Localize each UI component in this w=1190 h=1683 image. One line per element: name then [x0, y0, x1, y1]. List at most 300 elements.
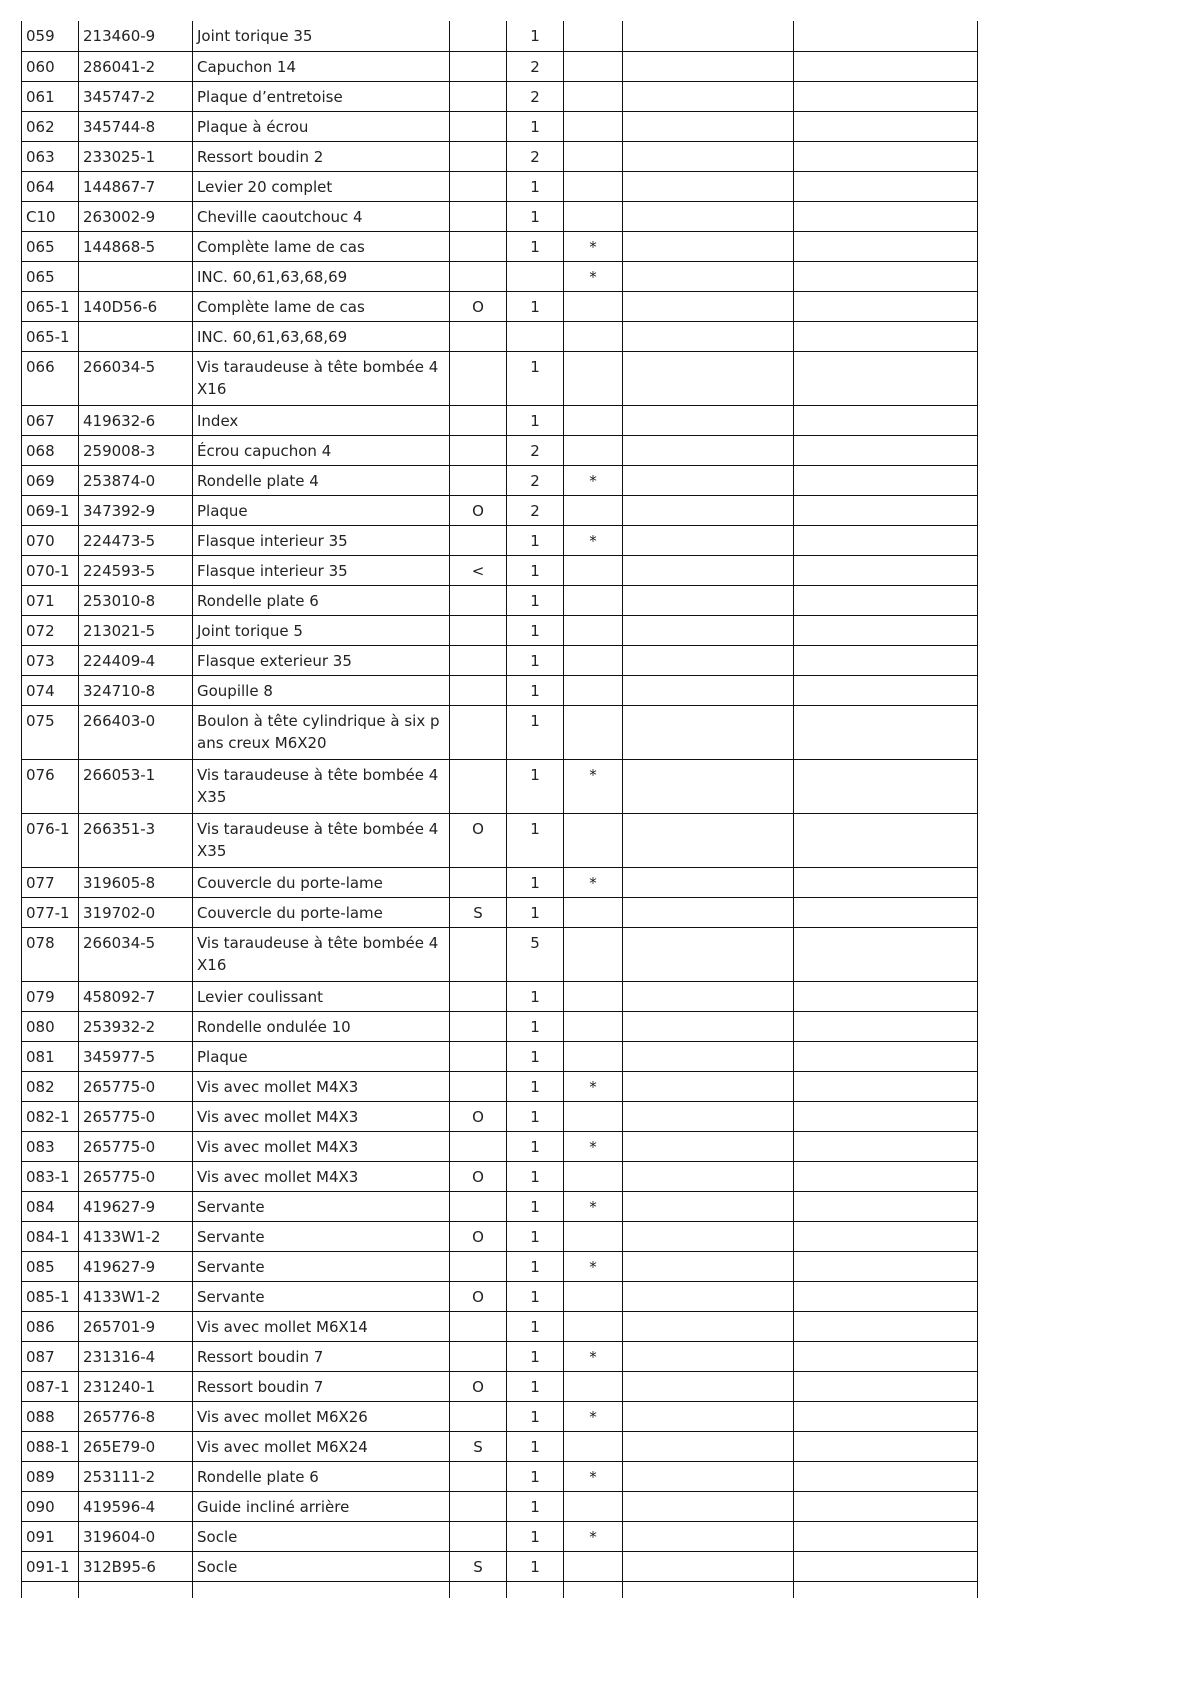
cell-empty-b	[794, 21, 978, 51]
cell-part-number: 144867-7	[79, 171, 193, 201]
cell-part-number: 224593-5	[79, 555, 193, 585]
cell-item-number: 059	[22, 21, 79, 51]
cell-item-number: 078	[22, 927, 79, 981]
cell-item-number: 085-1	[22, 1281, 79, 1311]
cell-item-number: 070-1	[22, 555, 79, 585]
cell-empty	[507, 1581, 564, 1598]
cell-part-number: 266034-5	[79, 927, 193, 981]
cell-star-mark	[564, 1491, 623, 1521]
cell-item-number: 083-1	[22, 1161, 79, 1191]
cell-description: Flasque exterieur 35	[193, 645, 450, 675]
cell-empty-b	[794, 705, 978, 759]
cell-item-number: 076-1	[22, 813, 79, 867]
cell-star-mark	[564, 201, 623, 231]
cell-quantity: 1	[507, 1461, 564, 1491]
cell-description: Vis avec mollet M4X3	[193, 1071, 450, 1101]
cell-empty-a	[623, 1131, 794, 1161]
cell-star-mark	[564, 675, 623, 705]
cell-empty-b	[794, 675, 978, 705]
cell-description: Vis taraudeuse à tête bombée 4X16	[193, 351, 450, 405]
cell-note-mark	[450, 1011, 507, 1041]
cell-note-mark: O	[450, 1221, 507, 1251]
cell-item-number: 060	[22, 51, 79, 81]
cell-description: Joint torique 5	[193, 615, 450, 645]
cell-description: INC. 60,61,63,68,69	[193, 321, 450, 351]
cell-empty-b	[794, 1341, 978, 1371]
cell-part-number: 419632-6	[79, 405, 193, 435]
cell-note-mark	[450, 351, 507, 405]
cell-part-number	[79, 261, 193, 291]
cell-empty	[22, 1581, 79, 1598]
table-row	[22, 1401, 978, 1431]
cell-description: Vis avec mollet M6X24	[193, 1431, 450, 1461]
cell-quantity: 1	[507, 201, 564, 231]
cell-empty-a	[623, 1071, 794, 1101]
cell-part-number: 286041-2	[79, 51, 193, 81]
cell-empty-a	[623, 1521, 794, 1551]
table-row	[22, 1041, 978, 1071]
cell-part-number: 345747-2	[79, 81, 193, 111]
table-row	[22, 1191, 978, 1221]
cell-item-number: 069-1	[22, 495, 79, 525]
cell-star-mark	[564, 1011, 623, 1041]
cell-star-mark: *	[564, 231, 623, 261]
cell-empty-a	[623, 759, 794, 813]
cell-empty-b	[794, 51, 978, 81]
cell-description: Vis avec mollet M4X3	[193, 1161, 450, 1191]
cell-star-mark: *	[564, 1461, 623, 1491]
cell-part-number: 253010-8	[79, 585, 193, 615]
table-row	[22, 261, 978, 291]
cell-empty-b	[794, 201, 978, 231]
cell-note-mark: O	[450, 813, 507, 867]
cell-quantity: 2	[507, 81, 564, 111]
cell-part-number: 319604-0	[79, 1521, 193, 1551]
table-row	[22, 171, 978, 201]
cell-empty-b	[794, 759, 978, 813]
cell-description: Index	[193, 405, 450, 435]
table-row	[22, 291, 978, 321]
cell-part-number: 266053-1	[79, 759, 193, 813]
table-row	[22, 1131, 978, 1161]
cell-quantity: 1	[507, 585, 564, 615]
cell-empty	[450, 1581, 507, 1598]
cell-description: Plaque à écrou	[193, 111, 450, 141]
cell-empty-a	[623, 405, 794, 435]
table-row	[22, 231, 978, 261]
cell-description: Levier 20 complet	[193, 171, 450, 201]
cell-star-mark: *	[564, 1401, 623, 1431]
cell-quantity: 1	[507, 675, 564, 705]
cell-empty-a	[623, 1461, 794, 1491]
cell-description: Vis taraudeuse à tête bombée 4X35	[193, 813, 450, 867]
cell-empty-a	[623, 1551, 794, 1581]
cell-empty-b	[794, 1401, 978, 1431]
cell-note-mark	[450, 585, 507, 615]
cell-empty-b	[794, 1431, 978, 1461]
cell-item-number: 077-1	[22, 897, 79, 927]
cell-note-mark	[450, 1341, 507, 1371]
cell-empty-b	[794, 1251, 978, 1281]
cell-quantity: 1	[507, 555, 564, 585]
cell-item-number: 073	[22, 645, 79, 675]
cell-quantity: 1	[507, 1311, 564, 1341]
cell-star-mark	[564, 1221, 623, 1251]
table-row	[22, 1101, 978, 1131]
table-row	[22, 51, 978, 81]
cell-part-number: 347392-9	[79, 495, 193, 525]
cell-description: Couvercle du porte-lame	[193, 897, 450, 927]
cell-description: Ressort boudin 2	[193, 141, 450, 171]
cell-item-number: 071	[22, 585, 79, 615]
table-row	[22, 927, 978, 981]
cell-note-mark	[450, 1461, 507, 1491]
table-row	[22, 1221, 978, 1251]
cell-empty-a	[623, 525, 794, 555]
cell-note-mark	[450, 759, 507, 813]
cell-quantity: 2	[507, 141, 564, 171]
cell-quantity: 1	[507, 525, 564, 555]
cell-note-mark	[450, 675, 507, 705]
cell-description: Levier coulissant	[193, 981, 450, 1011]
cell-empty-b	[794, 927, 978, 981]
cell-empty-a	[623, 1371, 794, 1401]
table-row	[22, 645, 978, 675]
cell-part-number: 312B95-6	[79, 1551, 193, 1581]
cell-empty-a	[623, 465, 794, 495]
cell-note-mark	[450, 1041, 507, 1071]
cell-empty-b	[794, 465, 978, 495]
cell-empty-a	[623, 1101, 794, 1131]
table-row	[22, 201, 978, 231]
cell-empty-b	[794, 171, 978, 201]
cell-part-number: 265775-0	[79, 1101, 193, 1131]
cell-note-mark: O	[450, 1281, 507, 1311]
table-row	[22, 21, 978, 51]
cell-description: Rondelle plate 6	[193, 585, 450, 615]
table-row	[22, 1281, 978, 1311]
cell-description: Ressort boudin 7	[193, 1341, 450, 1371]
cell-empty-a	[623, 21, 794, 51]
cell-description: Complète lame de cas	[193, 291, 450, 321]
cell-part-number: 213460-9	[79, 21, 193, 51]
cell-empty-a	[623, 1311, 794, 1341]
cell-quantity: 1	[507, 1071, 564, 1101]
cell-empty-b	[794, 1161, 978, 1191]
cell-quantity: 1	[507, 21, 564, 51]
cell-description: Servante	[193, 1221, 450, 1251]
cell-quantity: 1	[507, 231, 564, 261]
cell-star-mark	[564, 291, 623, 321]
cell-quantity: 1	[507, 1161, 564, 1191]
cell-empty-b	[794, 645, 978, 675]
cell-empty-a	[623, 171, 794, 201]
cell-item-number: 089	[22, 1461, 79, 1491]
cell-quantity: 1	[507, 1221, 564, 1251]
cell-empty-b	[794, 1311, 978, 1341]
table-row	[22, 1521, 978, 1551]
cell-empty-b	[794, 231, 978, 261]
cell-empty-b	[794, 111, 978, 141]
cell-quantity: 1	[507, 645, 564, 675]
cell-note-mark	[450, 321, 507, 351]
cell-quantity: 2	[507, 495, 564, 525]
cell-empty-b	[794, 1461, 978, 1491]
table-row	[22, 435, 978, 465]
cell-quantity: 1	[507, 897, 564, 927]
cell-item-number: 064	[22, 171, 79, 201]
cell-description: INC. 60,61,63,68,69	[193, 261, 450, 291]
cell-item-number: 082-1	[22, 1101, 79, 1131]
cell-quantity: 1	[507, 1431, 564, 1461]
cell-empty-b	[794, 1491, 978, 1521]
cell-empty-a	[623, 1011, 794, 1041]
table-row	[22, 495, 978, 525]
cell-star-mark	[564, 615, 623, 645]
cell-note-mark	[450, 465, 507, 495]
cell-empty-b	[794, 1101, 978, 1131]
cell-item-number: 070	[22, 525, 79, 555]
cell-description: Plaque d’entretoise	[193, 81, 450, 111]
cell-empty-a	[623, 141, 794, 171]
cell-quantity: 1	[507, 1341, 564, 1371]
cell-note-mark	[450, 1521, 507, 1551]
cell-item-number: 080	[22, 1011, 79, 1041]
table-row	[22, 1071, 978, 1101]
cell-description: Cheville caoutchouc 4	[193, 201, 450, 231]
cell-note-mark: O	[450, 495, 507, 525]
cell-item-number: 065-1	[22, 291, 79, 321]
cell-part-number: 266403-0	[79, 705, 193, 759]
cell-empty-a	[623, 201, 794, 231]
cell-description: Goupille 8	[193, 675, 450, 705]
cell-part-number: 263002-9	[79, 201, 193, 231]
cell-part-number: 4133W1-2	[79, 1221, 193, 1251]
cell-empty-a	[623, 615, 794, 645]
cell-empty-a	[623, 51, 794, 81]
cell-note-mark	[450, 141, 507, 171]
cell-star-mark	[564, 1371, 623, 1401]
cell-quantity: 1	[507, 1521, 564, 1551]
cell-item-number: 090	[22, 1491, 79, 1521]
parts-table	[21, 21, 978, 1598]
cell-item-number: 091	[22, 1521, 79, 1551]
cell-part-number: 253932-2	[79, 1011, 193, 1041]
cell-part-number: 265775-0	[79, 1131, 193, 1161]
table-row	[22, 1491, 978, 1521]
cell-note-mark: S	[450, 1431, 507, 1461]
cell-empty-a	[623, 705, 794, 759]
cell-note-mark	[450, 201, 507, 231]
cell-empty-a	[623, 1041, 794, 1071]
table-row-continuation	[22, 1581, 978, 1598]
cell-star-mark	[564, 645, 623, 675]
cell-quantity	[507, 321, 564, 351]
cell-description: Servante	[193, 1281, 450, 1311]
cell-quantity: 1	[507, 1371, 564, 1401]
cell-item-number: 065-1	[22, 321, 79, 351]
cell-star-mark	[564, 51, 623, 81]
cell-star-mark	[564, 351, 623, 405]
cell-empty-a	[623, 1281, 794, 1311]
cell-description: Vis avec mollet M6X26	[193, 1401, 450, 1431]
cell-star-mark: *	[564, 261, 623, 291]
cell-empty-b	[794, 141, 978, 171]
cell-quantity: 1	[507, 1101, 564, 1131]
cell-description: Vis taraudeuse à tête bombée 4X16	[193, 927, 450, 981]
cell-empty	[193, 1581, 450, 1598]
cell-empty-b	[794, 555, 978, 585]
table-row	[22, 1431, 978, 1461]
cell-note-mark	[450, 867, 507, 897]
cell-star-mark	[564, 897, 623, 927]
table-row	[22, 1461, 978, 1491]
cell-item-number: 061	[22, 81, 79, 111]
cell-empty-a	[623, 1431, 794, 1461]
table-row	[22, 981, 978, 1011]
cell-note-mark	[450, 405, 507, 435]
cell-star-mark	[564, 495, 623, 525]
cell-empty-a	[623, 1401, 794, 1431]
cell-note-mark: <	[450, 555, 507, 585]
cell-description: Flasque interieur 35	[193, 525, 450, 555]
cell-description: Rondelle plate 6	[193, 1461, 450, 1491]
cell-note-mark	[450, 21, 507, 51]
cell-note-mark	[450, 1131, 507, 1161]
cell-item-number: 087	[22, 1341, 79, 1371]
cell-star-mark	[564, 981, 623, 1011]
cell-quantity: 1	[507, 615, 564, 645]
cell-empty-a	[623, 585, 794, 615]
cell-star-mark	[564, 1041, 623, 1071]
cell-quantity: 1	[507, 867, 564, 897]
cell-item-number: 069	[22, 465, 79, 495]
cell-star-mark	[564, 21, 623, 51]
cell-part-number: 265775-0	[79, 1161, 193, 1191]
cell-description: Socle	[193, 1521, 450, 1551]
cell-part-number: 231240-1	[79, 1371, 193, 1401]
cell-quantity: 2	[507, 51, 564, 81]
cell-note-mark	[450, 111, 507, 141]
cell-quantity: 1	[507, 1011, 564, 1041]
cell-empty-b	[794, 897, 978, 927]
cell-description: Vis avec mollet M4X3	[193, 1101, 450, 1131]
cell-star-mark	[564, 321, 623, 351]
cell-empty-a	[623, 111, 794, 141]
cell-item-number: 065	[22, 261, 79, 291]
cell-part-number: 458092-7	[79, 981, 193, 1011]
cell-star-mark: *	[564, 867, 623, 897]
cell-note-mark: O	[450, 1371, 507, 1401]
cell-star-mark: *	[564, 1341, 623, 1371]
cell-part-number: 231316-4	[79, 1341, 193, 1371]
cell-star-mark: *	[564, 525, 623, 555]
cell-part-number: 419627-9	[79, 1191, 193, 1221]
cell-quantity: 1	[507, 1041, 564, 1071]
table-row	[22, 705, 978, 759]
cell-quantity: 1	[507, 981, 564, 1011]
table-row	[22, 585, 978, 615]
cell-part-number: 4133W1-2	[79, 1281, 193, 1311]
cell-part-number: 265775-0	[79, 1071, 193, 1101]
cell-note-mark	[450, 1311, 507, 1341]
cell-part-number: 265701-9	[79, 1311, 193, 1341]
table-row	[22, 675, 978, 705]
cell-empty-b	[794, 405, 978, 435]
cell-empty-a	[623, 981, 794, 1011]
cell-item-number: 068	[22, 435, 79, 465]
cell-empty-b	[794, 435, 978, 465]
cell-quantity: 1	[507, 351, 564, 405]
cell-empty-b	[794, 81, 978, 111]
cell-item-number: 088-1	[22, 1431, 79, 1461]
table-row	[22, 615, 978, 645]
cell-quantity: 1	[507, 405, 564, 435]
cell-empty-a	[623, 495, 794, 525]
cell-description: Vis avec mollet M6X14	[193, 1311, 450, 1341]
cell-item-number: 077	[22, 867, 79, 897]
cell-part-number	[79, 321, 193, 351]
cell-empty-b	[794, 1281, 978, 1311]
cell-item-number: 066	[22, 351, 79, 405]
cell-quantity: 1	[507, 1131, 564, 1161]
table-row	[22, 759, 978, 813]
cell-empty-a	[623, 555, 794, 585]
cell-part-number: 253111-2	[79, 1461, 193, 1491]
cell-empty-b	[794, 1071, 978, 1101]
table-row	[22, 1161, 978, 1191]
cell-note-mark	[450, 231, 507, 261]
cell-empty-b	[794, 291, 978, 321]
cell-description: Vis avec mollet M4X3	[193, 1131, 450, 1161]
cell-item-number: 062	[22, 111, 79, 141]
cell-part-number: 345977-5	[79, 1041, 193, 1071]
cell-note-mark	[450, 645, 507, 675]
table-row	[22, 525, 978, 555]
cell-empty-b	[794, 1041, 978, 1071]
cell-description: Vis taraudeuse à tête bombée 4X35	[193, 759, 450, 813]
cell-description: Servante	[193, 1191, 450, 1221]
cell-note-mark	[450, 261, 507, 291]
cell-quantity: 1	[507, 1281, 564, 1311]
parts-table-body	[22, 21, 978, 1598]
cell-description: Flasque interieur 35	[193, 555, 450, 585]
cell-note-mark	[450, 171, 507, 201]
cell-star-mark	[564, 1101, 623, 1131]
cell-star-mark: *	[564, 465, 623, 495]
cell-item-number: C10	[22, 201, 79, 231]
cell-quantity: 1	[507, 291, 564, 321]
cell-empty-b	[794, 1011, 978, 1041]
table-row	[22, 1251, 978, 1281]
cell-empty-a	[623, 321, 794, 351]
table-row	[22, 1011, 978, 1041]
cell-quantity: 1	[507, 111, 564, 141]
cell-item-number: 075	[22, 705, 79, 759]
cell-empty-b	[794, 867, 978, 897]
cell-note-mark: O	[450, 1161, 507, 1191]
cell-description: Rondelle ondulée 10	[193, 1011, 450, 1041]
cell-empty-b	[794, 585, 978, 615]
cell-empty-a	[623, 897, 794, 927]
cell-quantity: 1	[507, 705, 564, 759]
table-row	[22, 111, 978, 141]
table-row	[22, 351, 978, 405]
cell-part-number: 144868-5	[79, 231, 193, 261]
cell-note-mark: S	[450, 897, 507, 927]
cell-note-mark	[450, 1071, 507, 1101]
cell-item-number: 063	[22, 141, 79, 171]
